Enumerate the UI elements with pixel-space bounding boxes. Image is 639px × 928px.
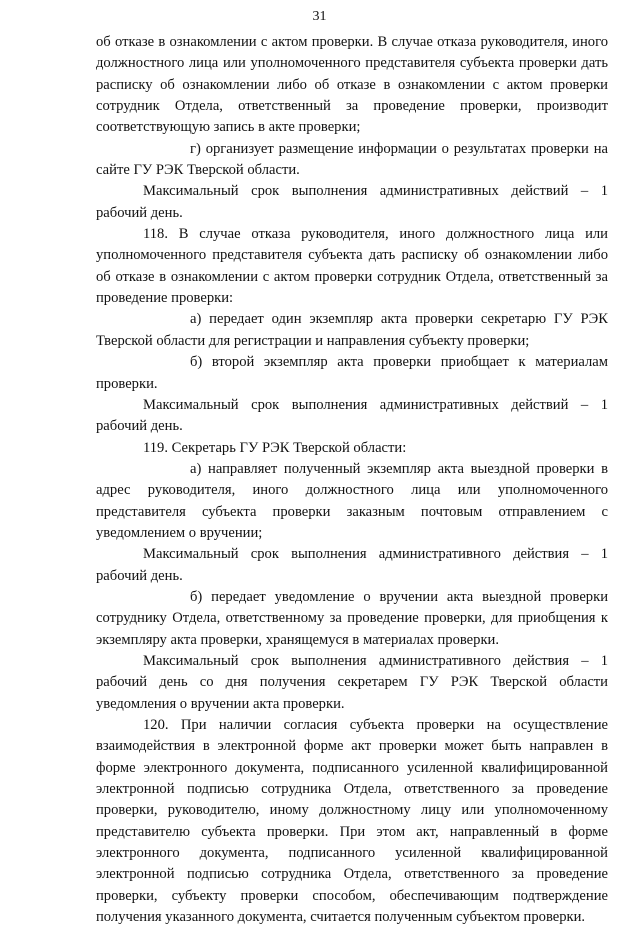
paragraph-item-a [96, 309, 608, 352]
paragraph-text: Максимальный срок выполнения административных действий – 1 рабочий день. [96, 396, 608, 435]
paragraph-text: 119. Секретарь ГУ РЭК Тверской области: [143, 439, 407, 456]
paragraph-text: Максимальный срок выполнения административного действия – 1 рабочий день со дня получения секретарем ГУ РЭК Тверской области уведомления о вручении акта проверки. [96, 652, 608, 712]
paragraph-text: 120. При наличии согласия субъекта проверки на осуществление взаимодействия в электронной форме акт проверки может быть направлен в форме электронного документа, подписанного усиленной квалифицированной электронной подписью сотрудника Отдела, ответственного за проведение проверки, руководителю, иному должностному лицу или уполномоченному представителю субъекта проверки. При этом акт, направленный в форме электронного документа, подписанного усиленной квалифицированной электронной подписью сотрудника Отдела, ответственного за проведение проверки, субъекту проверки способом, обеспечивающим подтверждение получения указанного документа, считается полученным субъектом проверки. [96, 717, 608, 926]
item-marker: г) [190, 140, 201, 157]
paragraph-clause-119 [96, 438, 608, 459]
paragraph-item-a [96, 459, 608, 544]
item-marker: б) [190, 354, 203, 371]
paragraph-text: 118. В случае отказа руководителя, иного должностного лица или уполномоченного представителя субъекта дать расписку об ознакомлении либо об отказе в ознакомлении с актом проверки сотрудник Отдела, ответственный за проведение проверки: [96, 226, 608, 307]
paragraph-item-g [96, 139, 608, 182]
item-marker: а) [190, 460, 202, 477]
paragraph-deadline [96, 181, 608, 224]
paragraph-text: передает один экземпляр акта проверки секретарю ГУ РЭК Тверской области для регистрации и направления субъекту проверки; [96, 311, 608, 349]
paragraph-text: об отказе в ознакомлении с актом проверки. В случае отказа руководителя, иного должностного лица или уполномоченного представителя субъекта проверки дать расписку об ознакомлении либо об отказе в ознакомлении с актом проверки сотрудник Отдела, ответственный за проведение проверки, производит соответствующую запись в акте проверки; [96, 34, 608, 136]
item-marker: а) [190, 311, 202, 328]
paragraph-text: Максимальный срок выполнения административного действия – 1 рабочий день. [96, 546, 608, 584]
paragraph-item-b [96, 587, 608, 651]
page-number: 31 [312, 9, 327, 24]
paragraph-deadline [96, 395, 608, 438]
item-marker: б) [190, 588, 203, 605]
paragraph-item-b [96, 352, 608, 395]
paragraph-deadline [96, 544, 608, 587]
paragraph-text: Максимальный срок выполнения административных действий – 1 рабочий день. [96, 183, 608, 221]
paragraph-deadline [96, 651, 608, 715]
paragraph-text: передает уведомление о вручении акта выездной проверки сотруднику Отдела, ответственному за проведение проверки, для приобщения к экземпляру акта проверки, хранящемуся в материалах проверки. [96, 588, 609, 648]
paragraph-clause-120 [96, 715, 608, 928]
paragraph-text: организует размещение информации о результатах проверки на сайте ГУ РЭК Тверской области. [96, 140, 608, 179]
paragraph-clause-118 [96, 224, 608, 309]
paragraph-continuation [96, 32, 608, 139]
paragraph-text: направляет полученный экземпляр акта выездной проверки в адрес руководителя, иного должностного лица или уполномоченного представителя субъекта проверки заказным почтовым отправлением с уведомлением о вручении; [96, 460, 608, 541]
paragraph-text: второй экземпляр акта проверки приобщает к материалам проверки. [96, 354, 608, 392]
document-body [96, 32, 608, 928]
